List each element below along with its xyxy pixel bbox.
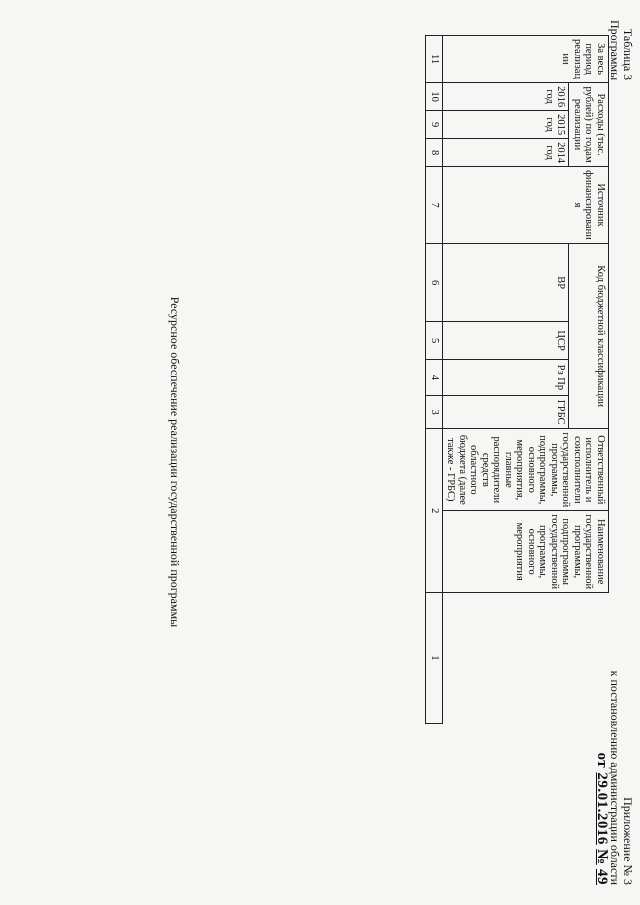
col-header-source: Источник финансировани я xyxy=(443,167,609,244)
col-number: 8 xyxy=(426,139,443,167)
col-header-2015: 2015 год xyxy=(443,111,570,139)
col-number: 3 xyxy=(426,395,443,429)
col-header-csr: ЦСР xyxy=(443,322,570,360)
decree-label: к постановлению администрации области xyxy=(608,670,622,885)
col-header-total: За весь период реализац ии xyxy=(443,36,609,83)
col-header-responsible: Ответственный исполнитель и соисполнители государственной программы, подпрограммы, основного мероприятия, главные распорядители средств областного бюджета (далее также - ГРБС) xyxy=(443,429,609,511)
col-number: 11 xyxy=(426,36,443,83)
col-header-2016: 2016 год xyxy=(443,83,570,111)
decree-date: 29.01.2016 xyxy=(594,772,610,845)
col-header-name: Наименование государственной программы, подпрограммы государственной программы, основного мероприятия xyxy=(443,511,609,593)
resource-table xyxy=(426,35,610,880)
table-caption xyxy=(608,20,634,80)
col-header-rzpr: Рз Пр xyxy=(443,359,570,395)
header-row-1 xyxy=(569,36,609,880)
col-number: 4 xyxy=(426,359,443,395)
col-header-grbs: ГРБС xyxy=(443,395,570,429)
decree-number: 49 xyxy=(594,869,610,885)
table-number: Таблица 3 xyxy=(621,28,635,81)
col-number: 7 xyxy=(426,167,443,244)
col-number: 6 xyxy=(426,243,443,321)
col-header-2014: 2014 год xyxy=(443,139,570,167)
table-program-label: Программы xyxy=(608,20,622,81)
appendix-label: Приложение № 3 xyxy=(621,797,635,885)
date-prefix: от xyxy=(594,752,610,769)
col-number: 1 xyxy=(426,593,443,724)
number-prefix: № xyxy=(594,849,610,865)
col-number: 5 xyxy=(426,322,443,360)
col-header-budget-code: Код бюджетной классификации xyxy=(569,243,609,429)
column-number-row xyxy=(426,36,443,880)
document-title: Ресурсное обеспечение реализации государственной программы xyxy=(168,296,182,628)
col-header-vr: ВР xyxy=(443,243,570,321)
col-number: 2 xyxy=(426,429,443,593)
col-header-expenses: Расходы (тыс. рублей) по годам реализации xyxy=(569,83,609,167)
col-number: 10 xyxy=(426,83,443,111)
col-number: 9 xyxy=(426,111,443,139)
